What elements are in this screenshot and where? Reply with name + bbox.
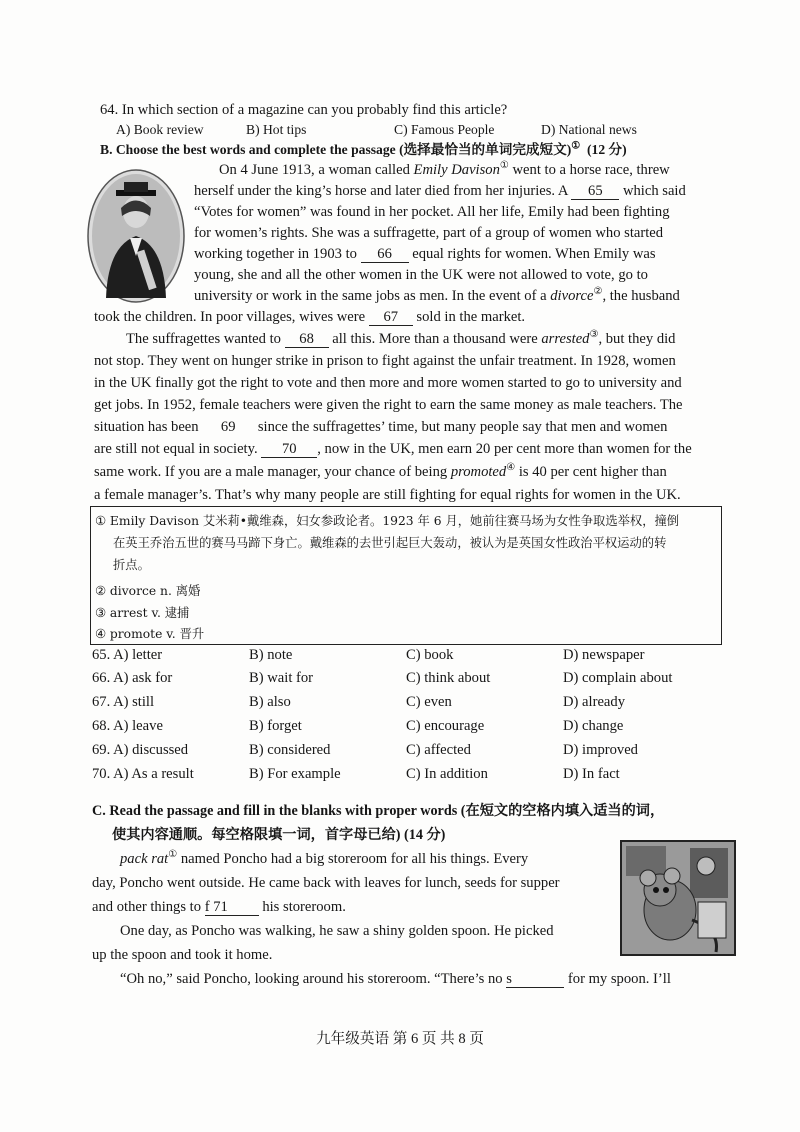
passage-b-line-1: On 4 June 1913, a woman called Emily Davison① went to a horse race, threw [219, 160, 670, 178]
passage-b-line-4: for women’s rights. She was a suffragette, part of a group of women who started [194, 225, 664, 241]
footnote-4: ④ promote v. 晋升 [95, 627, 205, 641]
option-65-a: 65. A) letter [92, 647, 163, 663]
footnote-box [90, 506, 722, 645]
q64-option-b: B) Hot tips [246, 122, 307, 137]
blank-70[interactable]: 70 [261, 442, 317, 458]
option-69-c: C) affected [406, 742, 471, 758]
passage-c-line-4: One day, as Poncho was walking, he saw a shiny golden spoon. He picked [120, 923, 554, 939]
option-66-b: B) wait for [249, 670, 314, 686]
passage-b-line-3: “Votes for women” was found in her pocket. All her life, Emily had been fighting [194, 204, 670, 220]
option-68-a: 68. A) leave [92, 718, 163, 734]
passage-c-line-1: pack rat① named Poncho had a big storeroom for all his things. Every [120, 849, 529, 867]
passage-c-line-3: and other things to f 71 his storeroom. [92, 899, 346, 915]
blank-69[interactable]: 69 [220, 419, 236, 435]
passage-b-line-16: a female manager’s. That’s why many people are still fighting for equal rights for women in the UK. [94, 487, 681, 503]
section-c-heading-line-1: C. Read the passage and fill in the blanks with proper words (在短文的空格内填入适当的词， [92, 803, 665, 819]
page-footer: 九年级英语 第 6 页 共 8 页 [316, 1031, 484, 1047]
option-67-c: C) even [406, 694, 452, 710]
passage-c-line-2: day, Poncho went outside. He came back with leaves for lunch, seeds for supper [92, 875, 560, 891]
passage-b-line-9: The suffragettes wanted to 68 all this. More than a thousand were arrested③, but they did [126, 329, 676, 347]
blank-72[interactable]: s [506, 972, 564, 988]
passage-b-line-5: working together in 1903 to 66 equal rights for women. When Emily was [194, 246, 656, 262]
passage-b-line-11: in the UK finally got the right to vote and then more and more women started to go to university and [94, 375, 682, 391]
option-70-d: D) In fact [563, 766, 620, 782]
passage-b-line-13: situation has been 69 since the suffragettes’ time, but many people say that men and women [94, 419, 668, 435]
footnote-1-line-2: 在英王乔治五世的赛马马蹄下身亡。戴维森的去世引起巨大轰动，被认为是英国女性政治平权运动的转 [113, 536, 667, 550]
option-69-d: D) improved [563, 742, 638, 758]
passage-b-line-15: same work. If you are a male manager, your chance of being promoted④ is 40 per cent higher than [94, 462, 667, 480]
option-66-d: D) complain about [563, 670, 673, 686]
footnote-1-line-3: 折点。 [113, 558, 150, 572]
option-70-b: B) For example [249, 766, 341, 782]
footnote-2: ② divorce n. 离婚 [95, 584, 201, 598]
passage-b-line-2: herself under the king’s horse and later died from her injuries. A 65 which said [194, 183, 686, 199]
footnote-1-line-1: ① Emily Davison 艾米莉•戴维森，妇女参政论者。1923 年 6 月，她前往赛马场为女性争取选举权，撞倒 [95, 514, 680, 528]
option-70-c: C) In addition [406, 766, 488, 782]
option-69-b: B) considered [249, 742, 331, 758]
option-66-a: 66. A) ask for [92, 670, 173, 686]
pack-rat-cartoon [620, 840, 736, 956]
option-66-c: C) think about [406, 670, 491, 686]
passage-c-line-6: “Oh no,” said Poncho, looking around his storeroom. “There’s no s for my spoon. I’ll [120, 971, 671, 987]
option-68-d: D) change [563, 718, 624, 734]
blank-66[interactable]: 66 [361, 247, 409, 263]
option-67-b: B) also [249, 694, 291, 710]
emily-davison-portrait [86, 168, 186, 304]
option-65-b: B) note [249, 647, 293, 663]
blank-71[interactable]: f 71 [205, 900, 259, 916]
passage-b-line-6: young, she and all the other women in the UK were not allowed to vote, go to [194, 267, 648, 283]
option-67-d: D) already [563, 694, 625, 710]
option-70-a: 70. A) As a result [92, 766, 194, 782]
question-64: 64. In which section of a magazine can you probably find this article? [100, 102, 508, 118]
footnote-3: ③ arrest v. 逮捕 [95, 606, 190, 620]
blank-68[interactable]: 68 [285, 332, 329, 348]
option-69-a: 69. A) discussed [92, 742, 189, 758]
option-68-c: C) encourage [406, 718, 485, 734]
option-68-b: B) forget [249, 718, 302, 734]
section-c-heading-line-2: 使其内容通顺。每空格限填一词，首字母已给) (14 分) [112, 827, 446, 843]
section-b-heading: B. Choose the best words and complete the passage (选择最恰当的单词完成短文)① (12 分) [100, 140, 627, 157]
passage-b-line-10: not stop. They went on hunger strike in prison to fight against the unfair treatment. In 1928, women [94, 353, 676, 369]
option-65-d: D) newspaper [563, 647, 645, 663]
passage-b-line-14: are still not equal in society. 70 , now in the UK, men earn 20 per cent more than women for the [94, 441, 692, 457]
option-65-c: C) book [406, 647, 454, 663]
q64-option-c: C) Famous People [394, 122, 495, 137]
option-67-a: 67. A) still [92, 694, 155, 710]
q64-option-a: A) Book review [116, 122, 204, 137]
passage-b-line-7: university or work in the same jobs as men. In the event of a divorce②, the husband [194, 286, 680, 304]
passage-b-line-12: get jobs. In 1952, female teachers were given the right to earn the same money as male teachers. The [94, 397, 683, 413]
q64-option-d: D) National news [541, 122, 637, 137]
blank-67[interactable]: 67 [369, 310, 413, 326]
passage-b-line-8: took the children. In poor villages, wives were 67 sold in the market. [94, 309, 526, 325]
blank-65[interactable]: 65 [571, 184, 619, 200]
passage-c-line-5: up the spoon and took it home. [92, 947, 273, 963]
